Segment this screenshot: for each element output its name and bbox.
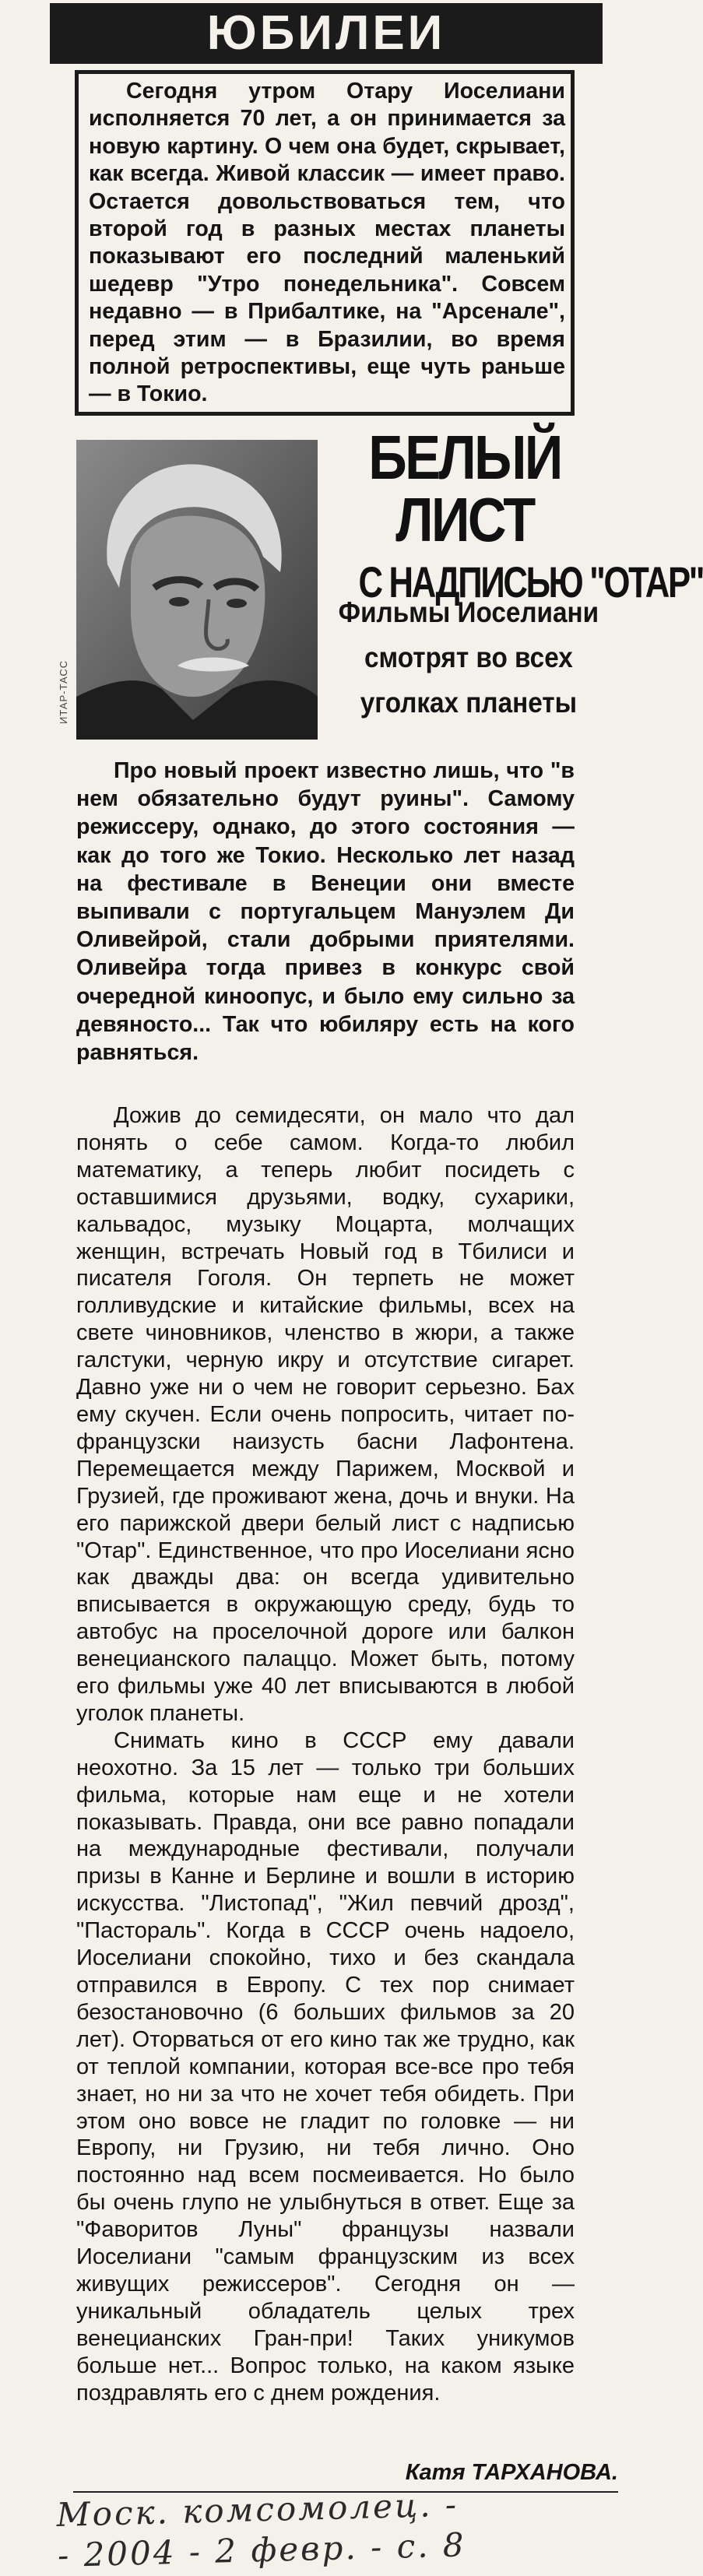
handwritten-source-note — [56, 2480, 626, 2576]
handwritten-line-1: Моск. комсомолец. - — [56, 2485, 459, 2534]
portrait-image — [76, 440, 318, 740]
body-paragraph: Снимать кино в СССР ему давали неохотно. За 15 лет — только три больших фильма, которые нам еще и не хотели показывать. Правда, они все равно попадали на международные фестивали, получали призы в Канне и Берлине и вошли в историю искусства. "Листопад", "Жил певчий дрозд", "Пастораль". Когда в СССР очень надоело, Иоселиани спокойно, тихо и без скандала отправился в Европу. С тех пор снимает безостановочно (6 больших фильмов за 20 лет). Оторваться от его кино так же трудно, как от теплой компании, которая все-все про тебя знает, но ни за что не хочет тебя обидеть. При этом оно вовсе не гладит по головке — ни Европу, ни Грузию, ни тебя лично. Оно постоянно над всем посмеивается. Но было бы очень глупо не улыбнуться в ответ. Еще за "Фаворитов Луны" французы назвали Иоселиани "самым французским из всех живущих режиссеров". Сегодня он — уникальный обладатель целых трех венецианских Гран-при! Таких уникумов больше нет... Вопрос только, на каком языке поздравлять его с днем рождения. — [76, 1727, 575, 2406]
handwritten-line-2: - 2004 - 2 февр. - с. 8 — [57, 2525, 467, 2574]
rubric-banner: ЮБИЛЕИ — [50, 3, 603, 64]
headline-line-1: БЕЛЫЙ ЛИСТ — [368, 423, 561, 554]
article-body — [76, 1102, 575, 2407]
author-signature: Катя ТАРХАНОВА. — [405, 2460, 618, 2485]
photo-credit: ИТАР-ТАСС — [58, 659, 69, 724]
headline — [329, 423, 703, 606]
portrait-photo — [76, 440, 318, 740]
body-paragraph: Дожив до семидесяти, он мало что дал понять о себе самом. Когда-то любил математику, а теперь любит посидеть с оставшимися друзьями, водку, сухарики, кальвадос, музыку Моцарта, молчащих женщин, встречать Новый год в Тбилиси и писателя Гоголя. Он терпеть не может голливудские и китайские фильмы, всех на свете чиновников, членство в жюри, а также галстуки, черную икру и отсутствие сигарет. Давно уже ни о чем не говорит серьезно. Бах ему скучен. Если очень попросить, читает по-французски наизусть басни Лафонтена. Перемещается между Парижем, Москвой и Грузией, где проживают жена, дочь и внуки. На его парижской двери белый лист с надписью "Отар". Единственное, что про Иоселиани ясно как дважды два: он всегда удивительно вписывается в окружающую среду, будь то автобус на проселочной дороге или балкон венецианского палаццо. Может быть, потому его фильмы уже 40 лет вписываются в любой уголок планеты. — [76, 1103, 575, 1726]
intro-paragraph: Про новый проект известно лишь, что "в нем обязательно будут руины". Самому режиссеру, однако, до этого состояния — как до того же Токио. Несколько лет назад на фестивале в Венеции они вместе выпивали с португальцем Мануэлем Ди Оливейрой, стали добрыми приятелями. Оливейра тогда привез в конкурс свой очередной киноопус, и было ему сильно за девяносто... Так что юбиляру есть на кого равняться. — [76, 758, 575, 1066]
subheadline: Фильмы Иоселиани смотрят во всех уголках планеты — [338, 596, 599, 719]
headline-line-2: С НАДПИСЬЮ "ОТАР" — [358, 557, 703, 606]
lead-paragraph: Сегодня утром Отару Иоселиани исполняется 70 лет, а он принимается за новую картину. О чем она будет, скрывает, как всегда. Живой классик — имеет право. Остается довольствоваться тем, что второй год в разных местах планеты показывают его последний маленький шедевр "Утро понедельника". Совсем недавно — в Прибалтике, на "Арсенале", перед этим — в Бразилии, во время полной ретроспективы, еще чуть раньше — в Токио. — [89, 79, 565, 407]
newspaper-clipping — [26, 0, 703, 2574]
